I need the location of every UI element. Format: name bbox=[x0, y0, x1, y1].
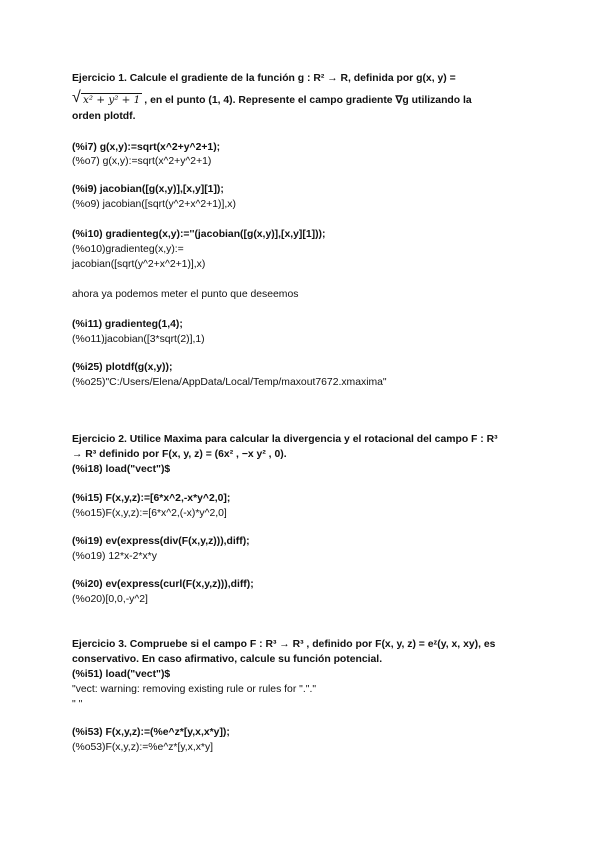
ex1-statement-line2: √ x² + y² + 1 , en el punto (1, 4). Represente el campo gradiente ∇g utilizando la bbox=[72, 89, 472, 106]
input-i7: (%i7) g(x,y):=sqrt(x^2+y^2+1); bbox=[72, 142, 221, 153]
sqrt-expression: √ x² + y² + 1 bbox=[72, 89, 141, 106]
comment-text: ahora ya podemos meter el punto que deseemos bbox=[72, 289, 299, 300]
input-i15: (%i15) F(x,y,z):=[6*x^2,-x*y^2,0]; bbox=[72, 493, 231, 504]
output-o10-cont: jacobian([sqrt(y^2+x^2+1)],x) bbox=[72, 259, 206, 270]
input-i11: (%i11) gradienteg(1,4); bbox=[72, 319, 183, 330]
output-o15: (%o15)F(x,y,z):=[6*x^2,(-x)*y^2,0] bbox=[72, 508, 227, 519]
output-o53: (%o53)F(x,y,z):=%e^z*[y,x,x*y] bbox=[72, 742, 214, 753]
input-i19: (%i19) ev(express(div(F(x,y,z))),diff); bbox=[72, 536, 250, 547]
output-o11: (%o11)jacobian([3*sqrt(2)],1) bbox=[72, 334, 205, 345]
radical-icon: √ bbox=[72, 89, 81, 106]
input-i51: (%i51) load("vect")$ bbox=[72, 669, 171, 680]
output-o19: (%o19) 12*x-2*x*y bbox=[72, 551, 157, 562]
ex3-statement-line1: Ejercicio 3. Compruebe si el campo F : R³ → R³ , definido por F(x, y, z) = eᶻ(y, x, xy), es bbox=[72, 639, 496, 650]
input-i10: (%i10) gradienteg(x,y):=''(jacobian([g(x,y)],[x,y][1])); bbox=[72, 229, 326, 240]
ex1-statement-line1: Ejercicio 1. Calcule el gradiente de la función g : R² → R, definida por g(x, y) = bbox=[72, 73, 456, 84]
input-i9: (%i9) jacobian([g(x,y)],[x,y][1]); bbox=[72, 184, 224, 195]
ex1-statement-line3: orden plotdf. bbox=[72, 111, 136, 122]
input-i18: (%i18) load("vect")$ bbox=[72, 464, 171, 475]
output-o7: (%o7) g(x,y):=sqrt(x^2+y^2+1) bbox=[72, 156, 212, 167]
empty-string-output: " " bbox=[72, 699, 83, 710]
input-i53: (%i53) F(x,y,z):=(%e^z*[y,x,x*y]); bbox=[72, 727, 230, 738]
output-o20: (%o20)[0,0,-y^2] bbox=[72, 594, 148, 605]
input-i20: (%i20) ev(express(curl(F(x,y,z))),diff); bbox=[72, 579, 254, 590]
warning-text: "vect: warning: removing existing rule or rules for "."." bbox=[72, 684, 317, 695]
output-o10: (%o10)gradienteg(x,y):= bbox=[72, 244, 184, 255]
ex3-statement-line2: conservativo. En caso afirmativo, calcule su función potencial. bbox=[72, 654, 383, 665]
output-o25: (%o25)"C:/Users/Elena/AppData/Local/Temp/maxout7672.xmaxima" bbox=[72, 377, 387, 388]
input-i25: (%i25) plotdf(g(x,y)); bbox=[72, 362, 173, 373]
ex2-statement-line1: Ejercicio 2. Utilice Maxima para calcular la divergencia y el rotacional del campo F : R³ bbox=[72, 434, 498, 445]
output-o9: (%o9) jacobian([sqrt(y^2+x^2+1)],x) bbox=[72, 199, 236, 210]
ex2-statement-line2: → R³ definido por F(x, y, z) = (6x² , −x y² , 0). bbox=[72, 449, 287, 460]
